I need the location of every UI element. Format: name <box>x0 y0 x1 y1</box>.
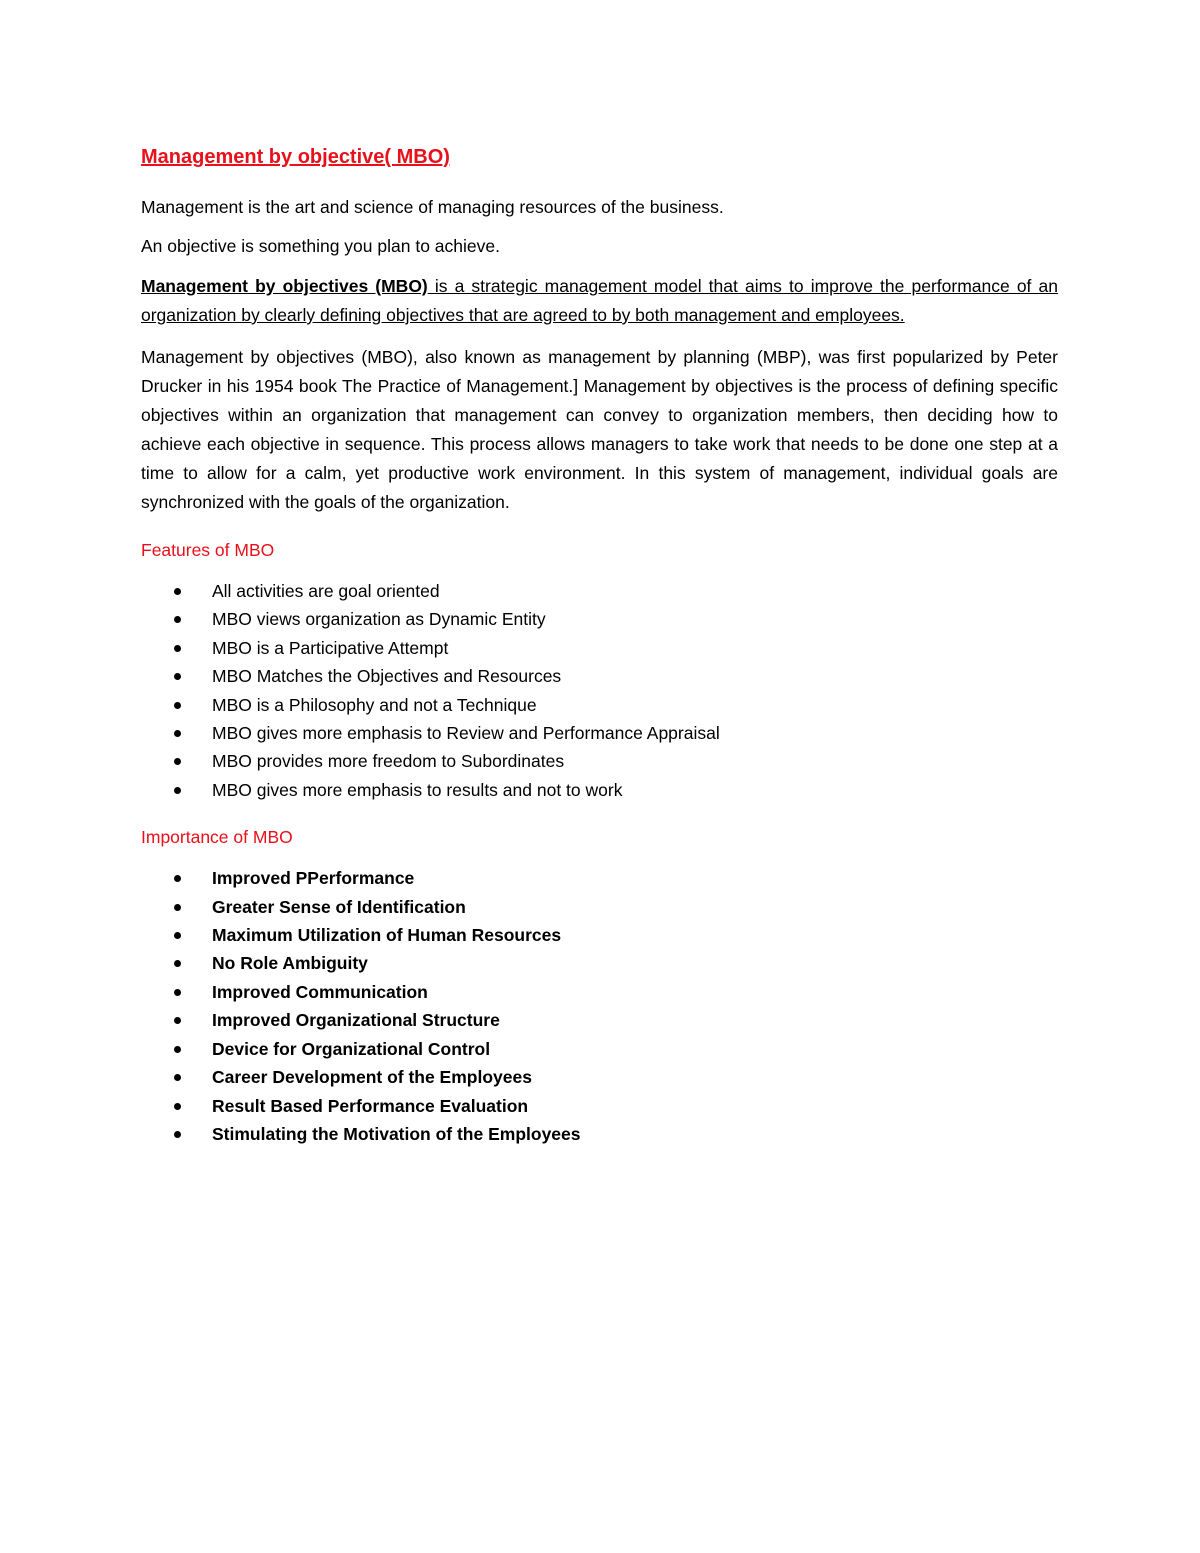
importance-item-text: Result Based Performance Evaluation <box>212 1095 529 1116</box>
importance-item-text: Career Development of the Employees <box>212 1067 532 1088</box>
feature-item-text: MBO gives more emphasis to Review and Performance Appraisal <box>212 723 720 744</box>
document-page <box>141 140 1058 1164</box>
bullet-icon <box>174 645 181 652</box>
feature-item <box>141 747 1058 775</box>
feature-item <box>141 776 1058 804</box>
importance-item <box>141 1092 1058 1120</box>
importance-item-text: Improved PPerformance <box>212 868 415 889</box>
feature-item-text: MBO gives more emphasis to results and not to work <box>212 779 623 800</box>
bullet-icon <box>174 1131 181 1138</box>
bullet-icon <box>174 932 181 939</box>
bullet-icon <box>174 1103 181 1110</box>
feature-item <box>141 719 1058 747</box>
bullet-icon <box>174 673 181 680</box>
feature-item-text: MBO Matches the Objectives and Resources <box>212 666 562 687</box>
feature-item <box>141 605 1058 633</box>
feature-item-text: MBO provides more freedom to Subordinates <box>212 751 565 772</box>
bullet-icon <box>174 1074 181 1081</box>
bullet-icon <box>174 1046 181 1053</box>
importance-item-text: Device for Organizational Control <box>212 1038 491 1059</box>
bullet-icon <box>174 588 181 595</box>
mbo-definition-text: is a strategic management model that aims to improve the performance of an organization by clearly defining objectives that are agreed to by both management and employees. <box>141 276 1058 325</box>
mbo-history-paragraph: Management by objectives (MBO), also known as management by planning (MBP), was first popularized by Peter Drucker in his 1954 book The Practice of Management.] Management by objectives is the process of defining specific objectives within an organization that management can convey to organization members, then deciding how to achieve each objective in sequence. This process allows managers to take work that needs to be done one step at a time to allow for a calm, yet productive work environment. In this system of management, individual goals are synchronized with the goals of the organization. <box>141 347 1058 512</box>
importance-item-text: Stimulating the Motivation of the Employees <box>212 1123 581 1144</box>
management-definition: Management is the art and science of managing resources of the business. <box>141 197 724 217</box>
importance-item <box>141 1063 1058 1091</box>
importance-item <box>141 978 1058 1006</box>
objective-definition: An objective is something you plan to achieve. <box>141 236 500 256</box>
mbo-definition <box>141 272 1058 330</box>
bullet-icon <box>174 787 181 794</box>
importance-item-text: No Role Ambiguity <box>212 953 368 974</box>
bullet-icon <box>174 989 181 996</box>
bullet-icon <box>174 960 181 967</box>
bullet-icon <box>174 758 181 765</box>
importance-heading: Importance of MBO <box>141 827 293 848</box>
importance-item-text: Maximum Utilization of Human Resources <box>212 925 562 946</box>
feature-item-text: MBO is a Philosophy and not a Technique <box>212 694 537 715</box>
importance-item <box>141 1120 1058 1148</box>
mbo-definition-term: Management by objectives (MBO) <box>141 276 428 296</box>
features-heading: Features of MBO <box>141 540 275 560</box>
features-list <box>141 577 1058 804</box>
importance-item <box>141 921 1058 949</box>
importance-item-text: Improved Communication <box>212 981 428 1002</box>
importance-list <box>141 864 1058 1148</box>
bullet-icon <box>174 1017 181 1024</box>
importance-item <box>141 893 1058 921</box>
importance-item-text: Improved Organizational Structure <box>212 1010 500 1031</box>
bullet-icon <box>174 730 181 737</box>
bullet-icon <box>174 616 181 623</box>
importance-item-text: Greater Sense of Identification <box>212 896 466 917</box>
feature-item-text: MBO is a Participative Attempt <box>212 637 449 658</box>
importance-item <box>141 1006 1058 1034</box>
bullet-icon <box>174 904 181 911</box>
bullet-icon <box>174 875 181 882</box>
document-title: Management by objective( MBO) <box>141 146 450 168</box>
feature-item-text: MBO views organization as Dynamic Entity <box>212 609 546 630</box>
feature-item-text: All activities are goal oriented <box>212 581 440 601</box>
bullet-icon <box>174 702 181 709</box>
importance-item <box>141 864 1058 892</box>
feature-item <box>141 577 1058 605</box>
importance-item <box>141 1035 1058 1063</box>
feature-item <box>141 691 1058 719</box>
importance-item <box>141 949 1058 977</box>
feature-item <box>141 634 1058 662</box>
feature-item <box>141 662 1058 690</box>
